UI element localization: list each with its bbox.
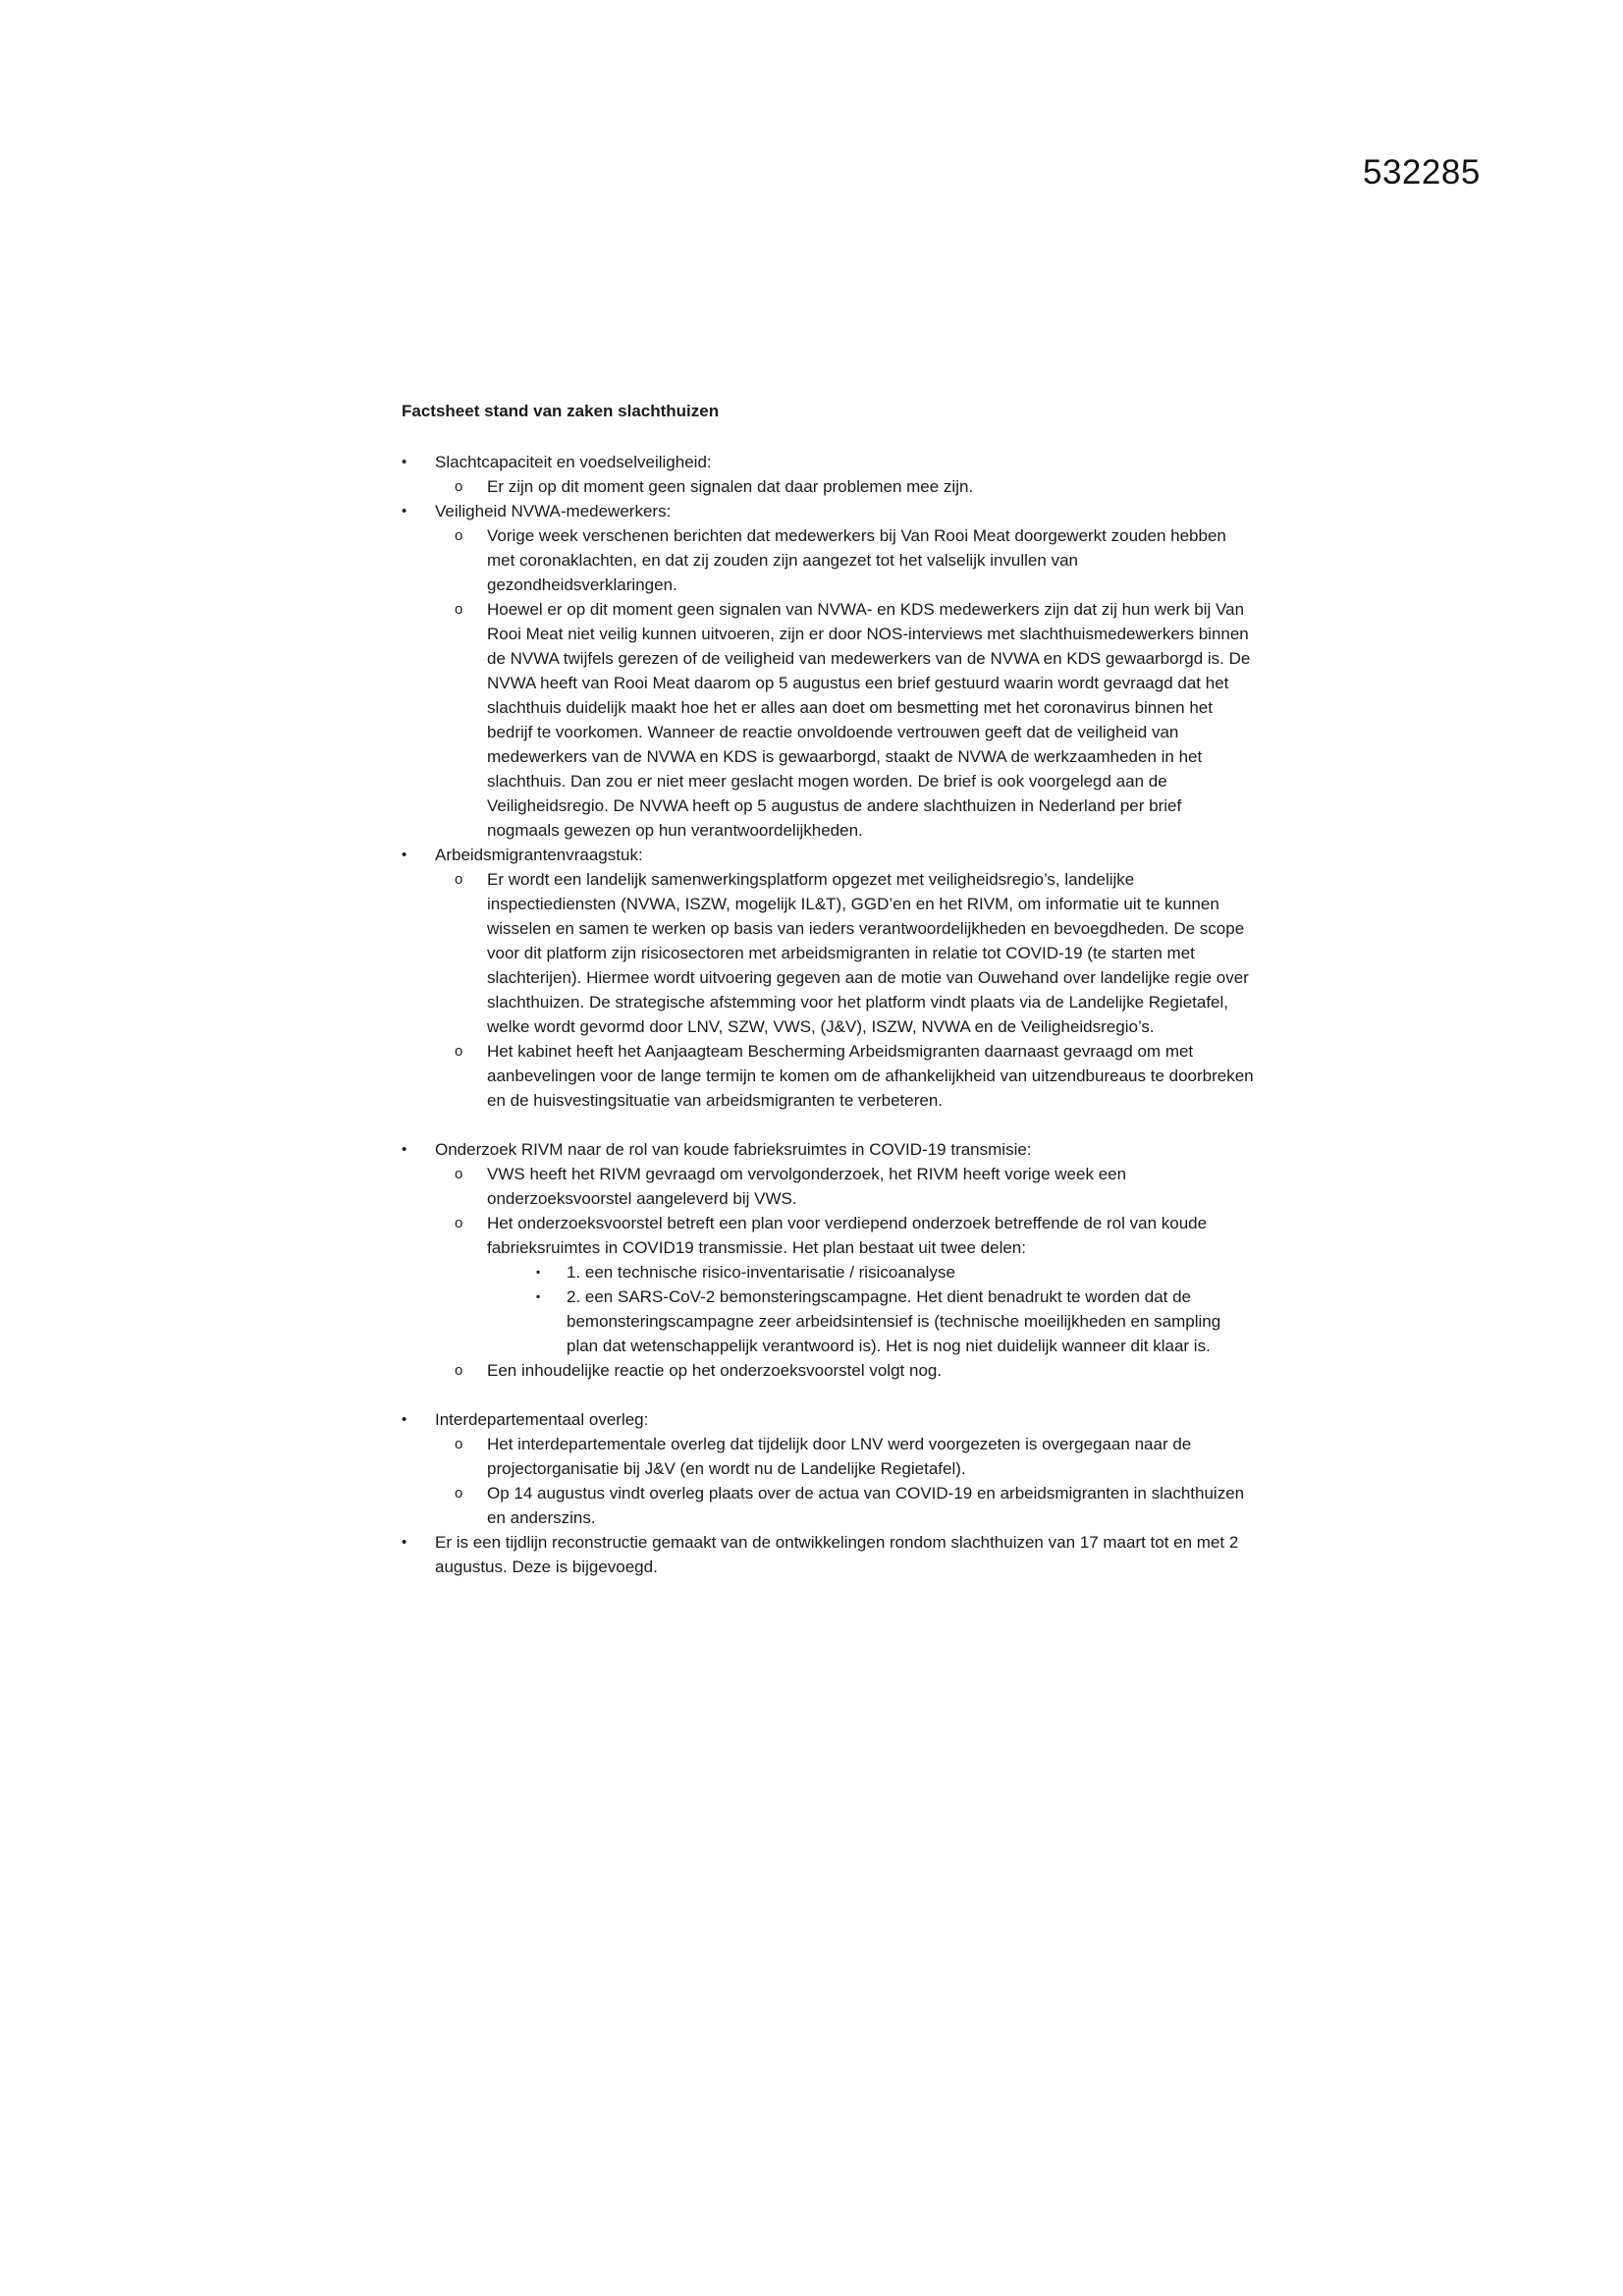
section-heading: Slachtcapaciteit en voedselveiligheid: bbox=[435, 453, 712, 471]
disc-bullet-icon: • bbox=[402, 503, 407, 519]
circle-bullet-icon: o bbox=[455, 1215, 463, 1231]
list-item-text: VWS heeft het RIVM gevraagd om vervolgonderzoek, het RIVM heeft vorige week een onderzoeksvoorstel aangeleverd bij VWS. bbox=[487, 1165, 1127, 1208]
disc-bullet-icon: • bbox=[402, 1534, 407, 1551]
list-item bbox=[435, 597, 1256, 843]
section-onderzoek-rivm bbox=[402, 1137, 1256, 1383]
circle-bullet-icon: o bbox=[455, 527, 463, 544]
section-slachtcapaciteit bbox=[402, 450, 1256, 499]
list-item bbox=[435, 474, 1256, 499]
circle-bullet-icon: o bbox=[455, 1485, 463, 1502]
document-number: 532285 bbox=[1363, 153, 1481, 191]
list-item bbox=[435, 1039, 1256, 1113]
square-bullet-icon: ▪ bbox=[536, 1265, 541, 1279]
list-item-text: Op 14 augustus vindt overleg plaats over de actua van COVID-19 en arbeidsmigranten in slachthuizen en anderszins. bbox=[487, 1484, 1245, 1527]
list-item-text: Het interdepartementale overleg dat tijdelijk door LNV werd voorgezeten is overgegaan naar de projectorganisatie bij J&V (en wordt nu de Landelijke Regietafel). bbox=[487, 1435, 1192, 1478]
list-item bbox=[435, 1162, 1256, 1211]
section-tijdlijn bbox=[402, 1530, 1256, 1579]
section-interdepartementaal-overleg bbox=[402, 1407, 1256, 1530]
list-item-text: Er zijn op dit moment geen signalen dat daar problemen mee zijn. bbox=[487, 477, 974, 496]
list-item-text: 1. een technische risico-inventarisatie / risicoanalyse bbox=[567, 1263, 955, 1282]
circle-bullet-icon: o bbox=[455, 1043, 463, 1060]
section-heading: Onderzoek RIVM naar de rol van koude fabrieksruimtes in COVID-19 transmisie: bbox=[435, 1140, 1032, 1159]
sub-list bbox=[435, 523, 1256, 843]
sub-sub-list bbox=[487, 1260, 1256, 1358]
circle-bullet-icon: o bbox=[455, 478, 463, 495]
sub-list bbox=[435, 1162, 1256, 1383]
list-item-text: Er wordt een landelijk samenwerkingsplatform opgezet met veiligheidsregio’s, landelijke inspectiediensten (NVWA, ISZW, mogelijk IL&T), GGD’en en het RIVM, om informatie uit te kunnen wisselen en samen te werken op basis van ieders verantwoordelijkheden en bevoegdheden. De scope voor dit platform zijn risicosectoren met arbeidsmigranten in relatie tot COVID-19 (te starten met slachterijen). Hiermee wordt uitvoering gegeven aan de motie van Ouwehand over landelijke regie over slachthuizen. De strategische afstemming voor het platform vindt plaats via de Landelijke Regietafel, welke wordt gevormd door LNV, SZW, VWS, (J&V), ISZW, NVWA en de Veiligheidsregio’s. bbox=[487, 870, 1249, 1036]
list-item-text: Het onderzoeksvoorstel betreft een plan voor verdiepend onderzoek betreffende de rol van koude fabrieksruimtes in COVID19 transmissie. Het plan bestaat uit twee delen: bbox=[487, 1214, 1208, 1257]
circle-bullet-icon: o bbox=[455, 1362, 463, 1379]
disc-bullet-icon: • bbox=[402, 454, 407, 470]
list-item bbox=[435, 523, 1256, 597]
disc-bullet-icon: • bbox=[402, 1411, 407, 1428]
circle-bullet-icon: o bbox=[455, 601, 463, 618]
list-item bbox=[435, 1481, 1256, 1530]
list-item-text: Vorige week verschenen berichten dat medewerkers bij Van Rooi Meat doorgewerkt zouden hebben met coronaklachten, en dat zij zouden zijn aangezet tot het valselijk invullen van gezondheidsverklaringen. bbox=[487, 526, 1226, 594]
list-item-text: Hoewel er op dit moment geen signalen van NVWA- en KDS medewerkers zijn dat zij hun werk bij Van Rooi Meat niet veilig kunnen uitvoeren, zijn er door NOS-interviews met slachthuismedewerkers binnen de NVWA twijfels gerezen of de veiligheid van medewerkers van de NVWA en KDS gewaarborgd is. De NVWA heeft van Rooi Meat daarom op 5 augustus een brief gestuurd waarin wordt gevraagd dat het slachthuis duidelijk maakt hoe het er alles aan doet om besmetting met het coronavirus binnen het bedrijf te voorkomen. Wanneer de reactie onvoldoende vertrouwen geeft dat de veiligheid van medewerkers van de NVWA en KDS is gewaarborgd, staakt de NVWA de werkzaamheden in het slachthuis. Dan zou er niet meer geslacht mogen worden. De brief is ook voorgelegd aan de Veiligheidsregio. De NVWA heeft op 5 augustus de andere slachthuizen in Nederland per brief nogmaals gewezen op hun verantwoordelijkheden. bbox=[487, 600, 1251, 840]
disc-bullet-icon: • bbox=[402, 1141, 407, 1158]
sub-list bbox=[435, 474, 1256, 499]
list-item bbox=[487, 1285, 1256, 1358]
factsheet-body bbox=[402, 399, 1256, 1579]
list-item bbox=[435, 1432, 1256, 1481]
list-item bbox=[435, 867, 1256, 1039]
circle-bullet-icon: o bbox=[455, 871, 463, 888]
section-heading: Interdepartementaal overleg: bbox=[435, 1410, 649, 1429]
list-item bbox=[435, 1211, 1256, 1358]
section-list bbox=[402, 450, 1256, 1579]
disc-bullet-icon: • bbox=[402, 847, 407, 863]
section-veiligheid-nvwa bbox=[402, 499, 1256, 843]
square-bullet-icon: ▪ bbox=[536, 1289, 541, 1303]
section-arbeidsmigranten bbox=[402, 843, 1256, 1113]
list-item-text: 2. een SARS-CoV-2 bemonsteringscampagne. Het dient benadrukt te worden dat de bemonsteringscampagne zeer arbeidsintensief is (technische moeilijkheden en sampling plan dat wetenschappelijk verantwoord is). Het is nog niet duidelijk wanneer dit klaar is. bbox=[567, 1287, 1221, 1355]
circle-bullet-icon: o bbox=[455, 1166, 463, 1182]
sub-list bbox=[435, 867, 1256, 1113]
circle-bullet-icon: o bbox=[455, 1436, 463, 1452]
list-item-text: Een inhoudelijke reactie op het onderzoeksvoorstel volgt nog. bbox=[487, 1361, 943, 1380]
sub-list bbox=[435, 1432, 1256, 1530]
list-item bbox=[487, 1260, 1256, 1285]
list-item-text: Het kabinet heeft het Aanjaagteam Bescherming Arbeidsmigranten daarnaast gevraagd om met aanbevelingen voor de lange termijn te komen om de afhankelijkheid van uitzendbureaus te doorbreken en de huisvestingsituatie van arbeidsmigranten te verbeteren. bbox=[487, 1042, 1254, 1110]
list-item bbox=[435, 1358, 1256, 1383]
section-heading: Er is een tijdlijn reconstructie gemaakt van de ontwikkelingen rondom slachthuizen van 17 maart tot en met 2 augustus. Deze is bijgevoegd. bbox=[435, 1533, 1239, 1576]
section-heading: Veiligheid NVWA-medewerkers: bbox=[435, 502, 672, 520]
section-heading: Arbeidsmigrantenvraagstuk: bbox=[435, 846, 643, 864]
document-title: Factsheet stand van zaken slachthuizen bbox=[402, 402, 720, 420]
